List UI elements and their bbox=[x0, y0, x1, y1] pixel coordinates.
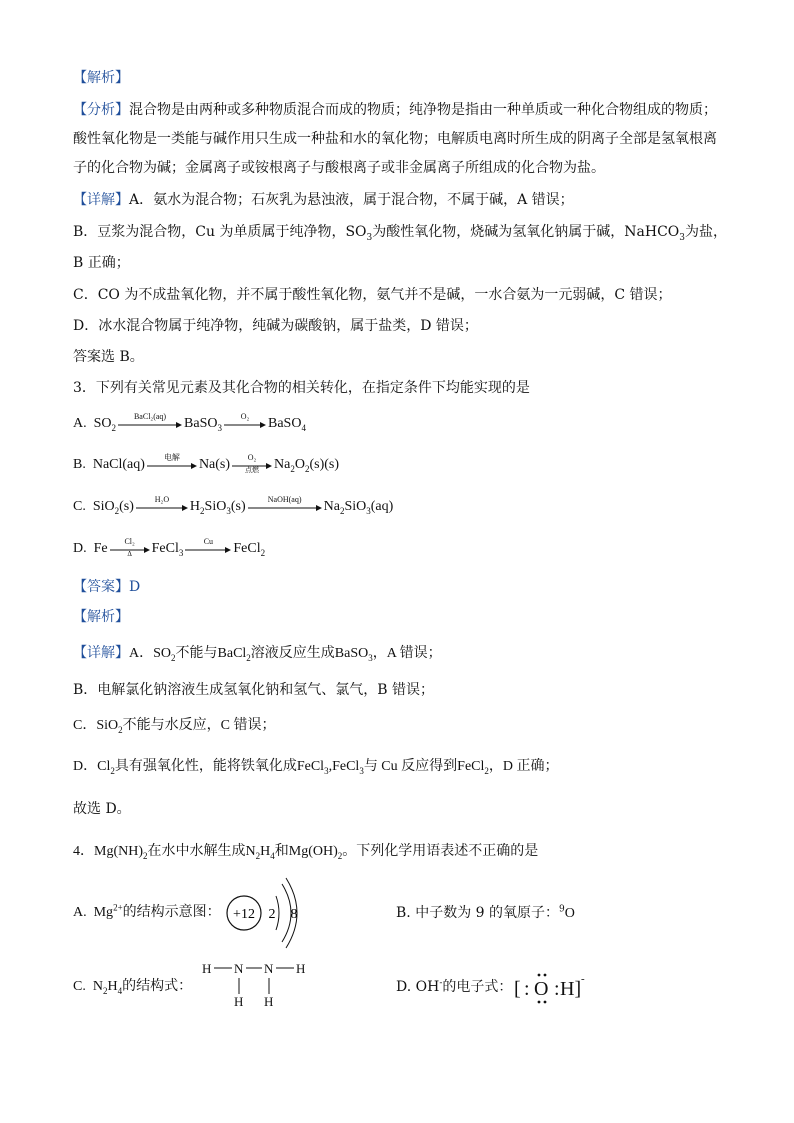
q4-option-a: A. $Mg^{2+}$的结构示意图： bbox=[73, 902, 221, 920]
q2-analysis-line-3: 子的化合物为碱；金属离子或铵根离子与酸根离子或非金属离子所组成的化合物为盐。 bbox=[73, 160, 605, 176]
svg-text:O: O bbox=[534, 978, 549, 1000]
shell-1-electrons: 2 bbox=[268, 907, 276, 922]
nucleus-charge: +12 bbox=[233, 907, 255, 922]
q4-option-b: B. 中子数为 9 的氧原子：$^9$O bbox=[396, 904, 575, 921]
svg-text:H: H bbox=[202, 961, 212, 976]
q3-option-b: B. NaCl(aq) 电解 Na(s) O₂ 点燃 $Na_2O_2(s)(s)$ bbox=[73, 453, 340, 475]
svg-text:H: H bbox=[264, 994, 274, 1009]
n2h4-structural-formula bbox=[198, 956, 314, 1012]
oh-electron-dot-formula bbox=[514, 970, 588, 1006]
q2-detail-b: B．豆浆为混合物，Cu 为单质属于纯净物，$SO_3$为酸性氧化物，烧碱为氢氧化钠属于碱，NaHCO$_3$为盐， bbox=[73, 224, 728, 243]
svg-text:H: H bbox=[234, 994, 244, 1009]
q3-stem: 3．下列有关常见元素及其化合物的相关转化，在指定条件下均能实现的是 bbox=[73, 380, 530, 396]
q2-detail-d: D．冰水混合物属于纯净物，纯碱为碳酸钠，属于盐类，D 错误； bbox=[73, 318, 478, 334]
svg-text:H]: H] bbox=[560, 978, 582, 1000]
reaction-arrow: Cu bbox=[185, 539, 231, 559]
shell-2-electrons: 8 bbox=[290, 907, 298, 922]
q2-detail-a: 【详解】A．氨水为混合物；石灰乳为悬浊液，属于混合物，不属于碱，A 错误； bbox=[73, 192, 574, 208]
svg-text:N: N bbox=[234, 961, 244, 976]
q4-option-c: C. $N_2H_4$的结构式： bbox=[73, 979, 193, 996]
svg-text::: : bbox=[524, 978, 530, 1000]
reaction-arrow: Cl₂ Δ bbox=[110, 539, 150, 559]
q3-conclusion: 故选 D。 bbox=[73, 801, 131, 817]
q3-jiexi-heading: 【解析】 bbox=[73, 609, 129, 625]
q2-detail-b-cont: B 正确； bbox=[73, 255, 130, 271]
q3-answer-tag: 【答案】D bbox=[73, 579, 141, 595]
svg-text::: : bbox=[554, 978, 560, 1000]
q3-detail-a: 【详解】A．$SO_2$不能与BaCl$_2$溶液反应生成BaSO$_3$，A 错误； bbox=[73, 646, 442, 663]
q3-option-a: A. $SO_2$ BaCl₂(aq) BaSO$_3$ O₂ BaSO$_4$ bbox=[73, 412, 306, 434]
q2-analysis-line-2: 酸性氧化物是一类能与碱作用只生成一种盐和水的氧化物；电解质电离时所生成的阴离子全部是氢氧根离 bbox=[73, 131, 717, 147]
q4-option-d: D. OH-的电子式： bbox=[396, 978, 513, 995]
mg-ion-structure-diagram bbox=[224, 876, 314, 950]
q2-jiexi-heading: 【解析】 bbox=[73, 70, 129, 86]
svg-text:[: [ bbox=[514, 978, 521, 1000]
q3-detail-c: C．SiO$_2$不能与水反应，C 错误； bbox=[73, 718, 276, 735]
q2-answer: 答案选 B。 bbox=[73, 349, 144, 365]
q3-option-c: C. SiO$_2$(s) H₂O $H_2SiO_3(s)$ NaOH(aq) $Na_2SiO_3(aq)$ bbox=[73, 495, 394, 517]
reaction-arrow: 电解 bbox=[147, 455, 197, 475]
svg-text:N: N bbox=[264, 961, 274, 976]
reaction-arrow: NaOH(aq) bbox=[248, 497, 322, 517]
q3-detail-b: B．电解氯化钠溶液生成氢氧化钠和氢气、氯气，B 错误； bbox=[73, 682, 435, 698]
svg-text:H: H bbox=[296, 961, 306, 976]
svg-text:-: - bbox=[581, 973, 585, 985]
reaction-arrow: O₂ 点燃 bbox=[232, 455, 272, 475]
reaction-arrow: H₂O bbox=[136, 497, 188, 517]
q4-stem: 4．$Mg(NH)_2$在水中水解生成$N_2H_4$和$Mg(OH)_2$。下列化学用语表述不正确的是 bbox=[73, 844, 539, 861]
q3-option-d: D. Fe Cl₂ Δ FeCl$_3$ Cu FeCl$_2$ bbox=[73, 537, 266, 559]
q3-detail-d: D．$Cl_2$具有强氧化性，能将铁氧化成FeCl$_3$,FeCl$_3$与 Cu 反应得到FeCl$_2$，D 正确； bbox=[73, 759, 559, 776]
q2-analysis-line-1: 【分析】混合物是由两种或多种物质混合而成的物质；纯净物是指由一种单质或一种化合物组成的物质； bbox=[73, 102, 717, 118]
q2-detail-c: C．CO 为不成盐氧化物，并不属于酸性氧化物，氨气并不是碱，一水合氨为一元弱碱，C 错误； bbox=[73, 287, 672, 303]
reaction-arrow: O₂ bbox=[224, 414, 266, 434]
reaction-arrow: BaCl₂(aq) bbox=[118, 414, 182, 434]
